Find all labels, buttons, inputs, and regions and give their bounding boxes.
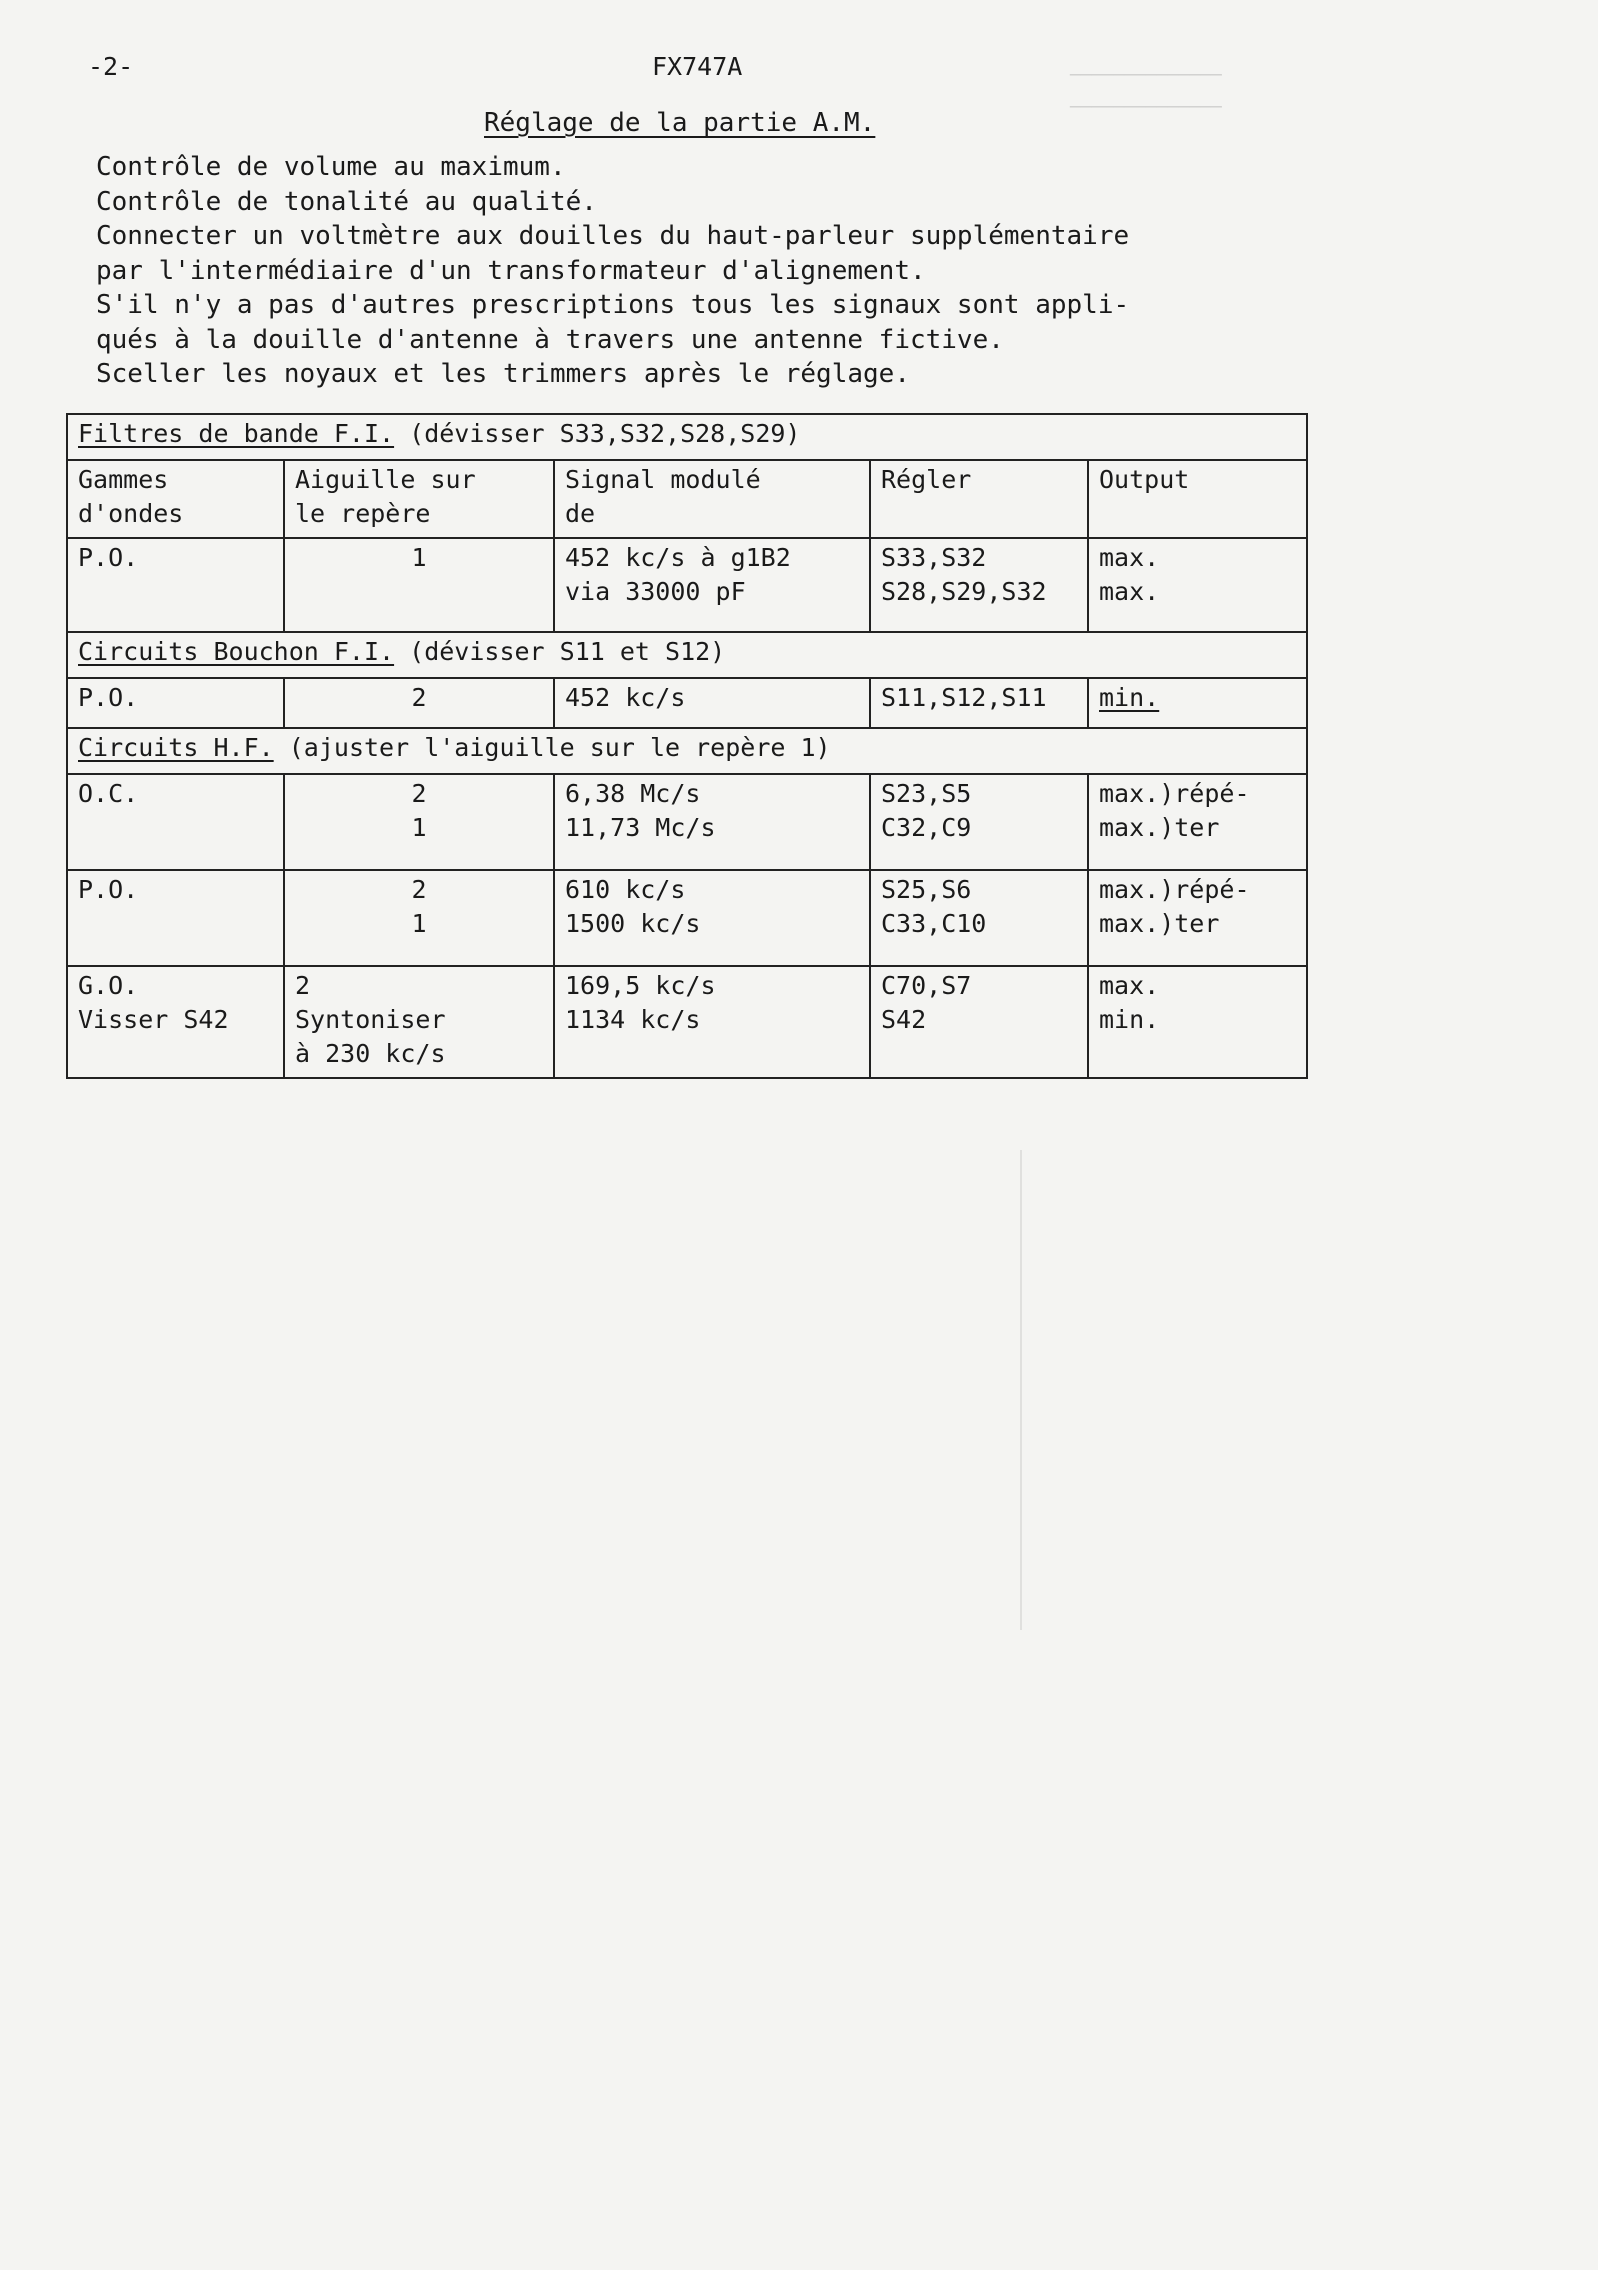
cell-signal: 610 kc/s 1500 kc/s [565,875,701,938]
cell-needle: 1 [411,543,427,572]
table-row [67,678,1307,728]
cell-adjust: C70,S7 S42 [881,971,972,1034]
cell-needle: 2 1 [411,779,427,842]
alignment-table [66,413,1308,1079]
cell-band: G.O. Visser S42 [78,971,229,1034]
instruction-line: Contrôle de volume au maximum. [96,152,566,182]
group-title: Circuits Bouchon F.I. [78,637,395,666]
cell-band: P.O. [78,543,139,572]
cell-needle: 2 Syntoniser à 230 kc/s [295,971,446,1068]
instruction-line: qués à la douille d'antenne à travers une antenne fictive. [96,324,1004,355]
cell-signal: 6,38 Mc/s 11,73 Mc/s [565,779,716,842]
instruction-line: S'il n'y a pas d'autres prescriptions tous les signaux sont appli- [96,290,1130,320]
table-row [67,538,1307,632]
group-note: (dévisser S33,S32,S28,S29) [409,419,801,448]
group-header-fi [67,414,1307,460]
document-code: FX747A [652,52,743,81]
cell-signal: 452 kc/s à g1B2 via 33000 pF [565,543,791,606]
cell-adjust: S23,S5 C32,C9 [881,779,972,842]
cell-signal: 169,5 kc/s 1134 kc/s [565,971,716,1034]
cell-signal: 452 kc/s [565,683,686,712]
group-header-bouchon [67,632,1307,678]
column-headers [67,460,1307,538]
cell-output: max. min. [1099,971,1160,1034]
bleed-through-text: ────────────── ────────────── [1070,65,1222,118]
instruction-line: Connecter un voltmètre aux douilles du haut-parleur supplémentaire [96,221,1130,251]
cell-output: max. max. [1099,543,1160,606]
table-row [67,870,1307,966]
cell-needle: 2 [411,683,427,712]
cell-needle: 2 1 [411,875,427,938]
cell-output: max.)répé- max.)ter [1099,875,1250,938]
column-header-band: Gammes d'ondes [78,465,184,528]
table-row [67,966,1307,1078]
cell-adjust: S11,S12,S11 [881,683,1047,712]
cell-band: P.O. [78,683,139,712]
bleed-through-block [1020,1150,1352,1630]
cell-output: min. [1099,683,1160,712]
cell-band: P.O. [78,875,139,904]
column-header-adjust: Régler [881,465,972,494]
page-number: -2- [88,52,134,81]
instruction-line: Sceller les noyaux et les trimmers après le réglage. [96,359,910,389]
group-title: Filtres de bande F.I. [78,419,395,448]
group-note: (ajuster l'aiguille sur le repère 1) [288,733,831,762]
group-note: (dévisser S11 et S12) [409,637,726,666]
column-header-signal: Signal modulé de [565,465,761,528]
group-title: Circuits H.F. [78,733,274,762]
cell-adjust: S25,S6 C33,C10 [881,875,987,938]
column-header-needle: Aiguille sur le repère [295,465,476,528]
instruction-line: par l'intermédiaire d'un transformateur d'alignement. [96,255,926,286]
instructions [96,150,1296,392]
group-header-hf [67,728,1307,774]
instruction-line: Contrôle de tonalité au qualité. [96,186,597,217]
cell-adjust: S33,S32 S28,S29,S32 [881,543,1047,606]
section-title: Réglage de la partie A.M. [484,108,876,138]
cell-band: O.C. [78,779,139,808]
table-row [67,774,1307,870]
cell-output: max.)répé- max.)ter [1099,779,1250,842]
column-header-output: Output [1099,465,1190,494]
